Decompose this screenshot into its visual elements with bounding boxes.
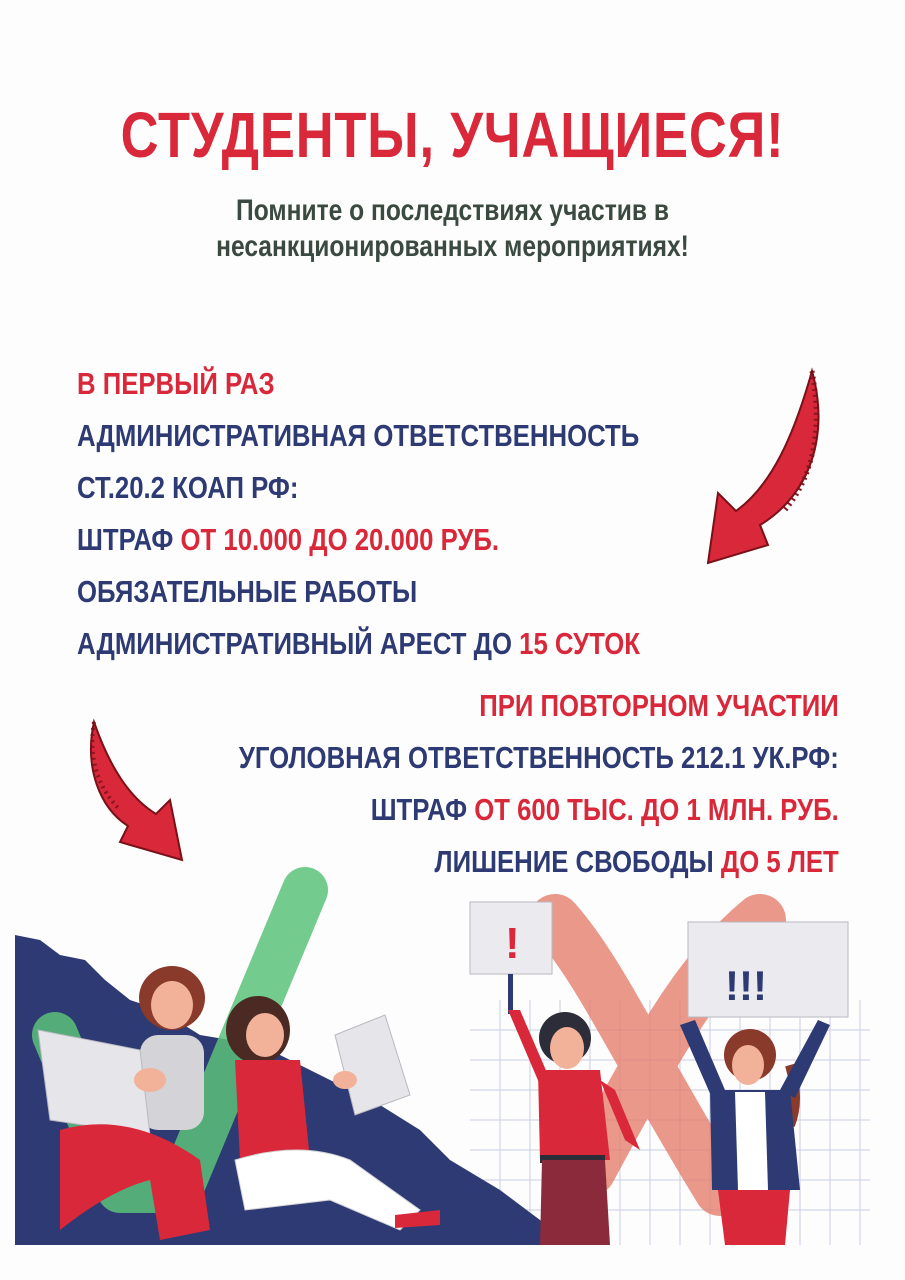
repeat-offense-heading: ПРИ ПОВТОРНОМ УЧАСТИИ <box>479 688 839 723</box>
protest-illustration <box>0 860 905 1260</box>
repeat-offense-fine <box>239 784 839 836</box>
first-offense-heading: В ПЕРВЫЙ РАЗ <box>77 366 275 401</box>
fine-value: ОТ 10.000 ДО 20.000 РУБ. <box>180 522 500 557</box>
first-offense-liability: АДМИНИСТРАТИВНАЯ ОТВЕТСТВЕННОСТЬ <box>77 418 640 453</box>
sign-left-text: ! <box>505 919 520 968</box>
first-offense-arrest <box>77 618 640 670</box>
prison-value: ДО 5 ЛЕТ <box>721 844 839 879</box>
first-offense-fine <box>77 514 640 566</box>
sign-right-text: !!! <box>725 962 767 1009</box>
first-offense-works: ОБЯЗАТЕЛЬНЫЕ РАБОТЫ <box>77 574 418 609</box>
fine-label: ШТРАФ <box>77 522 181 557</box>
arrow-down-right-icon <box>80 718 190 868</box>
repeat-offense-liability: УГОЛОВНАЯ ОТВЕТСТВЕННОСТЬ 212.1 УК.РФ: <box>239 740 839 775</box>
subtitle-line-2: несанкционированных мероприятиях! <box>216 230 689 263</box>
prison-label: ЛИШЕНИЕ СВОБОДЫ <box>434 844 722 879</box>
first-offense-block <box>77 358 640 670</box>
first-offense-article: СТ.20.2 КОАП РФ: <box>77 470 299 505</box>
repeat-fine-value: ОТ 600 ТЫС. ДО 1 МЛН. РУБ. <box>474 792 839 827</box>
arrow-down-left-icon <box>690 365 840 580</box>
repeat-fine-label: ШТРАФ <box>370 792 475 827</box>
subtitle-line-1: Помните о последствиях участив в <box>236 194 669 227</box>
page-subtitle <box>81 193 823 265</box>
page-title: СТУДЕНТЫ, УЧАЩИЕСЯ! <box>120 99 785 171</box>
arrest-value: 15 СУТОК <box>519 626 640 661</box>
arrest-label: АДМИНИСТРАТИВНЫЙ АРЕСТ ДО <box>77 626 520 661</box>
repeat-offense-block <box>239 680 839 888</box>
